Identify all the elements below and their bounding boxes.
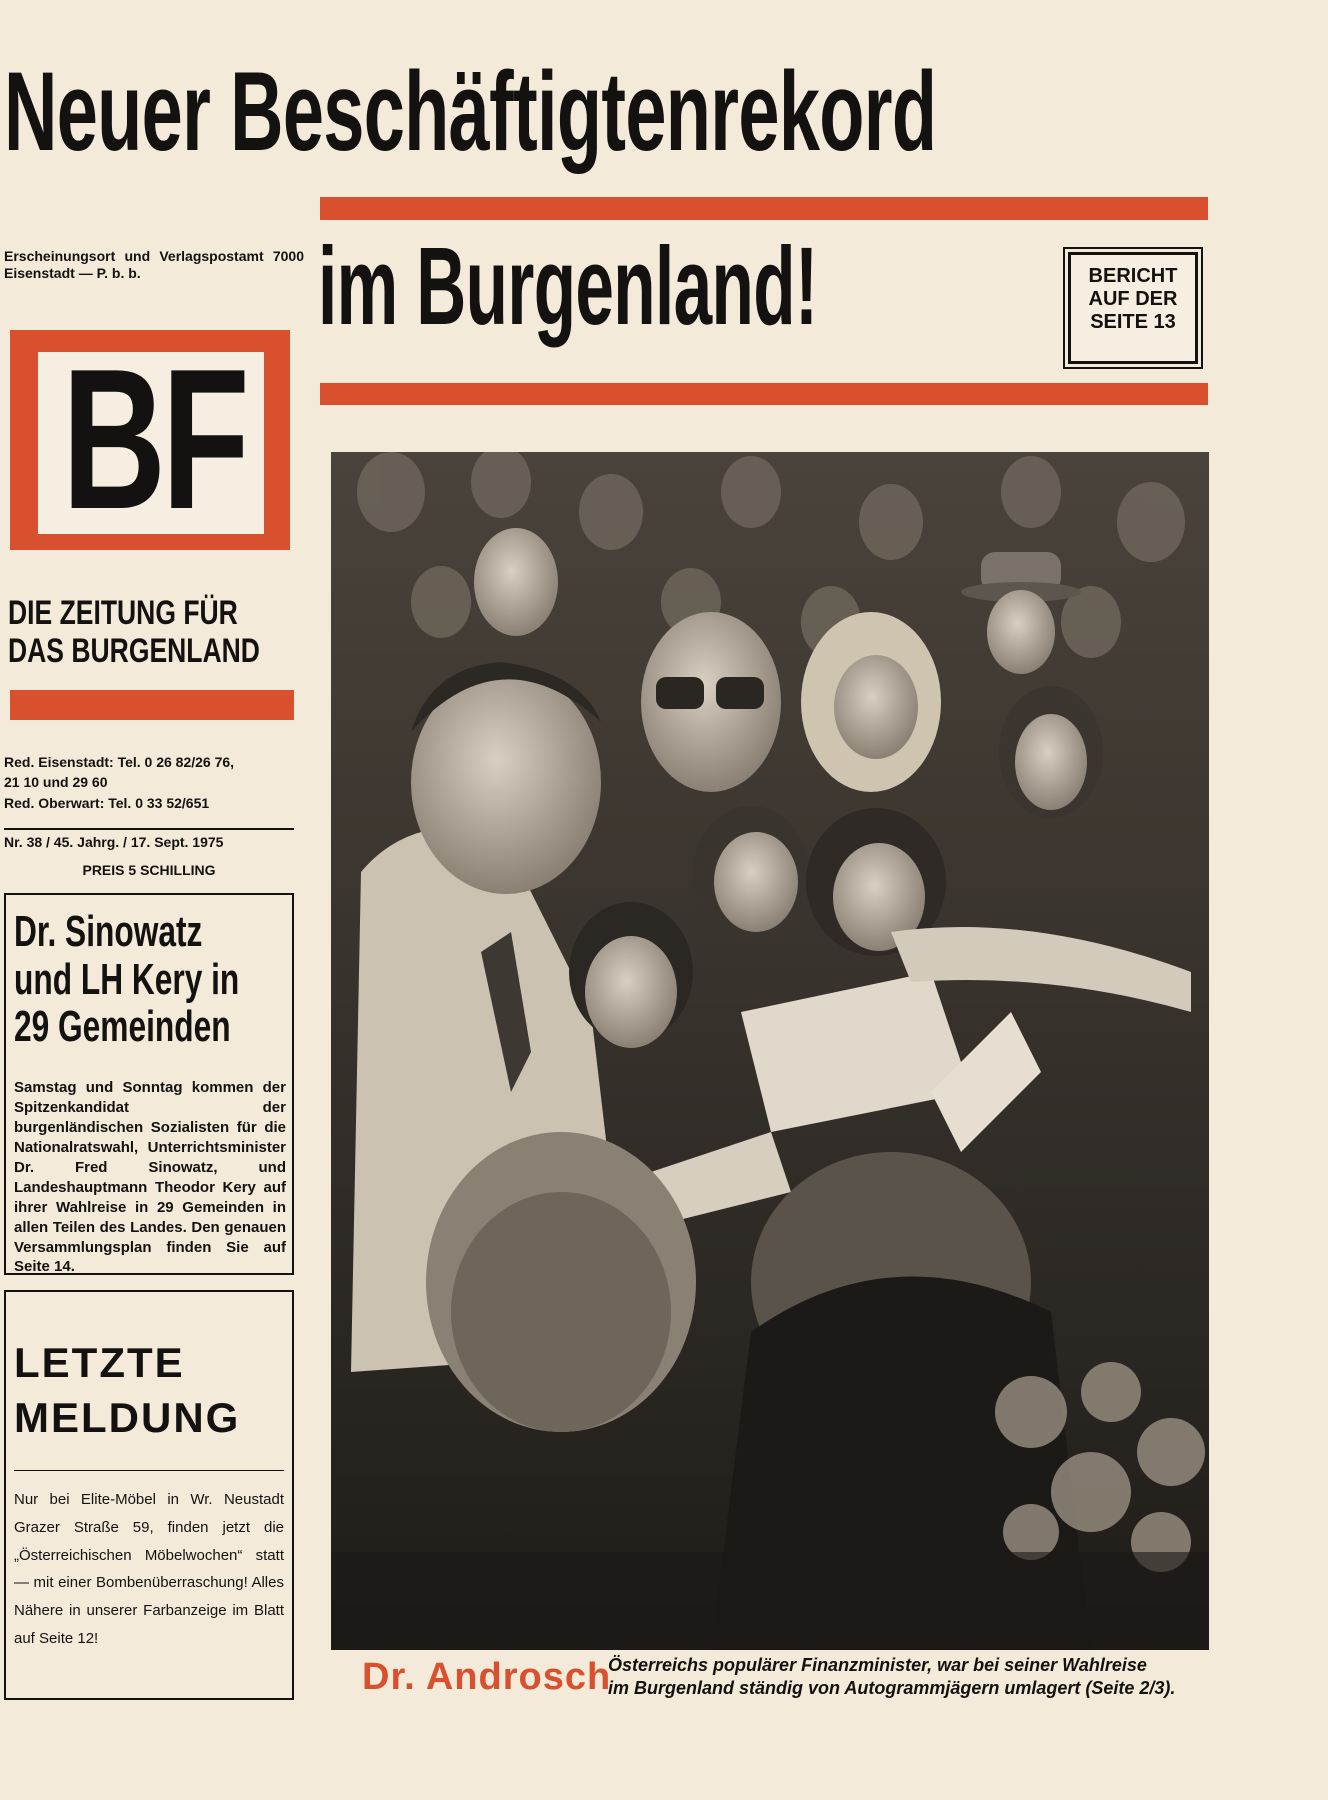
main-headline-line2: im Burgenland! (318, 225, 818, 348)
headline-red-bar-bottom (320, 383, 1208, 405)
report-box-line3: SEITE 13 (1090, 311, 1176, 333)
newspaper-tagline (8, 594, 260, 670)
photo-caption-text (608, 1654, 1208, 1700)
report-reference-box (1068, 252, 1198, 364)
caption-line1: Österreichs populärer Finanzminister, war bei seiner Wahlreise (608, 1655, 1147, 1675)
tagline-line2: DAS BURGENLAND (8, 632, 260, 671)
divider (14, 1470, 284, 1471)
caption-line2: im Burgenland ständig von Autogrammjägern umlagert (Seite 2/3). (608, 1678, 1176, 1699)
latest-news-headline (14, 1336, 240, 1445)
sinowatz-headline (14, 908, 239, 1051)
contact-line3: Red. Oberwart: Tel. 0 33 52/651 (4, 794, 210, 811)
sinowatz-title-line3: 29 Gemeinden (14, 1002, 231, 1052)
latest-news-title-line1: LETZTE (14, 1339, 185, 1386)
latest-news-title-line2: MELDUNG (14, 1393, 241, 1441)
report-box-line1: BERICHT (1088, 265, 1178, 287)
photo-caption-name: Dr. Androsch (362, 1656, 612, 1698)
tagline-line1: DIE ZEITUNG FÜR (8, 594, 238, 632)
report-box-line2: AUF DER (1088, 288, 1178, 310)
crowd-photo (331, 452, 1209, 1650)
main-headline-line1: Neuer Beschäftigtenrekord (4, 49, 937, 174)
crowd-photo-illustration (331, 452, 1209, 1650)
contact-line1: Red. Eisenstadt: Tel. 0 26 82/26 76, (4, 754, 235, 770)
contact-line2: 21 10 und 29 60 (4, 774, 108, 791)
issue-info: Nr. 38 / 45. Jahrg. / 17. Sept. 1975 (4, 834, 224, 850)
sinowatz-body: Samstag und Sonntag kommen der Spitzenkandidat der burgenländischen Sozialisten für die Nationalratswahl, Unterrichtsminister Dr. Fred Sinowatz, und Landeshauptmann Theodor Kery auf ihrer Wahlreise in 29 Gemeinden in allen Teilen des Landes. Den genauen Versammlungsplan finden Sie auf Seite 14. (14, 1079, 286, 1276)
price-info: PREIS 5 SCHILLING (82, 862, 216, 878)
headline-red-bar-top (320, 197, 1208, 220)
logo-bf: BF (62, 328, 246, 551)
sinowatz-title-line2: und LH Kery in (14, 954, 240, 1004)
sinowatz-title-line1: Dr. Sinowatz (14, 907, 203, 956)
latest-news-body: Nur bei Elite-Möbel in Wr. Neustadt Grazer Straße 59, finden jetzt die „Österreichischen Möbelwochen“ statt — mit einer Bombenüberraschung! Alles Nähere in unserer Farbanzeige im Blatt auf Seite 12! (14, 1491, 284, 1647)
tagline-red-bar (10, 690, 294, 720)
editorial-contact (4, 752, 294, 813)
publication-info: Erscheinungsort und Verlagspostamt 7000 Eisenstadt — P. b. b. (4, 248, 304, 281)
divider (4, 828, 294, 830)
